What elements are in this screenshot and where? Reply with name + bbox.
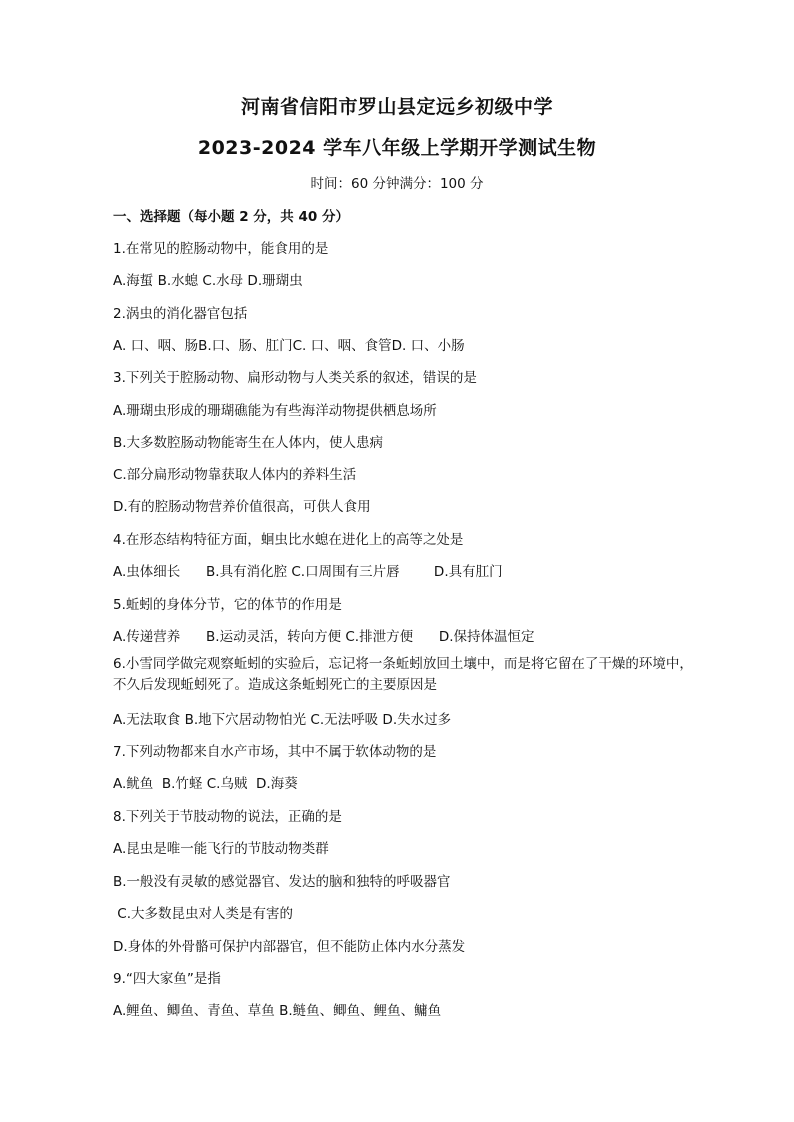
- section-heading: 一、选择题（每小题 2 分，共 40 分）: [113, 209, 349, 225]
- question-option: A.珊瑚虫形成的珊瑚礁能为有些海洋动物提供栖息场所: [113, 403, 437, 419]
- question-stem: 9.“四大家鱼”是指: [113, 971, 221, 987]
- exam-time-score: 时间：60 分钟满分：100 分: [310, 176, 484, 192]
- question-option: A.昆虫是唯一能飞行的节肢动物类群: [113, 841, 329, 857]
- question-options: A.鱿鱼 B.竹蛏 C.乌贼 D.海葵: [113, 776, 298, 792]
- question-options: A.虫体细长 B.具有消化腔 C.口周围有三片唇 D.具有肛门: [113, 564, 503, 580]
- question-stem: 6.小雪同学做完观察蚯蚓的实验后，忘记将一条蚯蚓放回土壤中，而是将它留在了干燥的环境中，不久后发现蚯蚓死了。造成这条蚯蚓死亡的主要原因是: [113, 656, 693, 693]
- question-option: D.有的腔肠动物营养价值很高，可供人食用: [113, 499, 371, 515]
- question-stem: 1.在常见的腔肠动物中，能食用的是: [113, 241, 329, 257]
- question-stem: 7.下列动物都来自水产市场，其中不属于软体动物的是: [113, 744, 437, 760]
- question-option: C.部分扁形动物靠获取人体内的养料生活: [113, 467, 357, 483]
- question-stem: 2.涡虫的消化器官包括: [113, 306, 248, 322]
- question-stem: 8.下列关于节肢动物的说法，正确的是: [113, 809, 342, 825]
- exam-school-title: 河南省信阳市罗山县定远乡初级中学: [240, 96, 553, 118]
- question-stem: 3.下列关于腔肠动物、扁形动物与人类关系的叙述，错误的是: [113, 370, 477, 386]
- question-options: A.传递营养 B.运动灵活，转向方便 C.排泄方便 D.保持体温恒定: [113, 629, 535, 645]
- exam-title: 2023-2024 学车八年级上学期开学测试生物: [197, 137, 597, 159]
- question-stem: 5.蚯蚓的身体分节，它的体节的作用是: [113, 597, 342, 613]
- question-option: C.大多数昆虫对人类是有害的: [113, 906, 294, 922]
- question-options: A.鲤鱼、鲫鱼、青鱼、草鱼 B.鲢鱼、鲫鱼、鲤鱼、鳙鱼: [113, 1003, 442, 1019]
- question-option: D.身体的外骨骼可保护内部器官，但不能防止体内水分蒸发: [113, 939, 466, 955]
- question-stem: 4.在形态结构特征方面，蛔虫比水螅在进化上的高等之处是: [113, 532, 464, 548]
- question-options: A.无法取食 B.地下穴居动物怕光 C.无法呼吸 D.失水过多: [113, 712, 452, 728]
- question-options: A.海蜇 B.水螅 C.水母 D.珊瑚虫: [113, 273, 303, 289]
- question-option: B.一般没有灵敏的感觉器官、发达的脑和独特的呼吸器官: [113, 874, 451, 890]
- question-options: A. 口、咽、肠B.口、肠、肛门C. 口、咽、食管D. 口、小肠: [113, 338, 465, 354]
- question-option: B.大多数腔肠动物能寄生在人体内，使人患病: [113, 435, 384, 451]
